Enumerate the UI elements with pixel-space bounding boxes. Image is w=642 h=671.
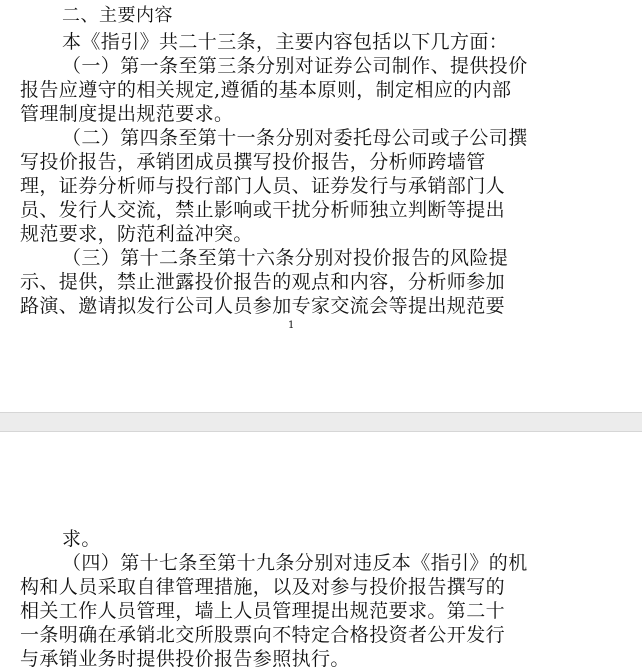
paragraph-line: 理，证券分析师与投行部门人员、证券发行与承销部门人 xyxy=(20,175,506,197)
paragraph-line: 一条明确在承销北交所股票向不特定合格投资者公开发行 xyxy=(20,624,506,646)
paragraph-line: 写投价报告，承销团成员撰写投价报告，分析师跨墙管 xyxy=(20,151,486,173)
paragraph-line: 报告应遵守的相关规定,遵循的基本原则，制定相应的内部 xyxy=(20,79,512,101)
paragraph-line: 与承销业务时提供投价报告参照执行。 xyxy=(20,648,350,670)
page-number: 1 xyxy=(288,320,295,331)
paragraph-line: 管理制度提出规范要求。 xyxy=(20,103,234,125)
paragraph-line: 示、提供，禁止泄露投价报告的观点和内容，分析师参加 xyxy=(20,271,506,293)
paragraph-line: 构和人员采取自律管理措施，以及对参与投价报告撰写的 xyxy=(20,576,506,598)
section-heading: 二、主要内容 xyxy=(62,5,173,26)
page-separator xyxy=(0,412,642,432)
paragraph-line: 路演、邀请拟发行公司人员参加专家交流会等提出规范要 xyxy=(20,295,506,317)
paragraph-line: 规范要求，防范利益冲突。 xyxy=(20,223,253,245)
paragraph-line: （一）第一条至第三条分别对证券公司制作、提供投价 xyxy=(62,55,528,77)
paragraph-line: 员、发行人交流，禁止影响或干扰分析师独立判断等提出 xyxy=(20,199,506,221)
paragraph-line: （三）第十二条至第十六条分别对投价报告的风险提 xyxy=(62,247,509,269)
paragraph-line: （四）第十七条至第十九条分别对违反本《指引》的机 xyxy=(62,552,528,574)
document-page-2 xyxy=(0,432,642,671)
paragraph-line: （二）第四条至第十一条分别对委托母公司或子公司撰 xyxy=(62,127,528,149)
paragraph-line: 求。 xyxy=(62,528,101,550)
paragraph-line: 本《指引》共二十三条，主要内容包括以下几方面： xyxy=(62,31,509,53)
paragraph-line: 相关工作人员管理，墙上人员管理提出规范要求。第二十 xyxy=(20,600,506,622)
